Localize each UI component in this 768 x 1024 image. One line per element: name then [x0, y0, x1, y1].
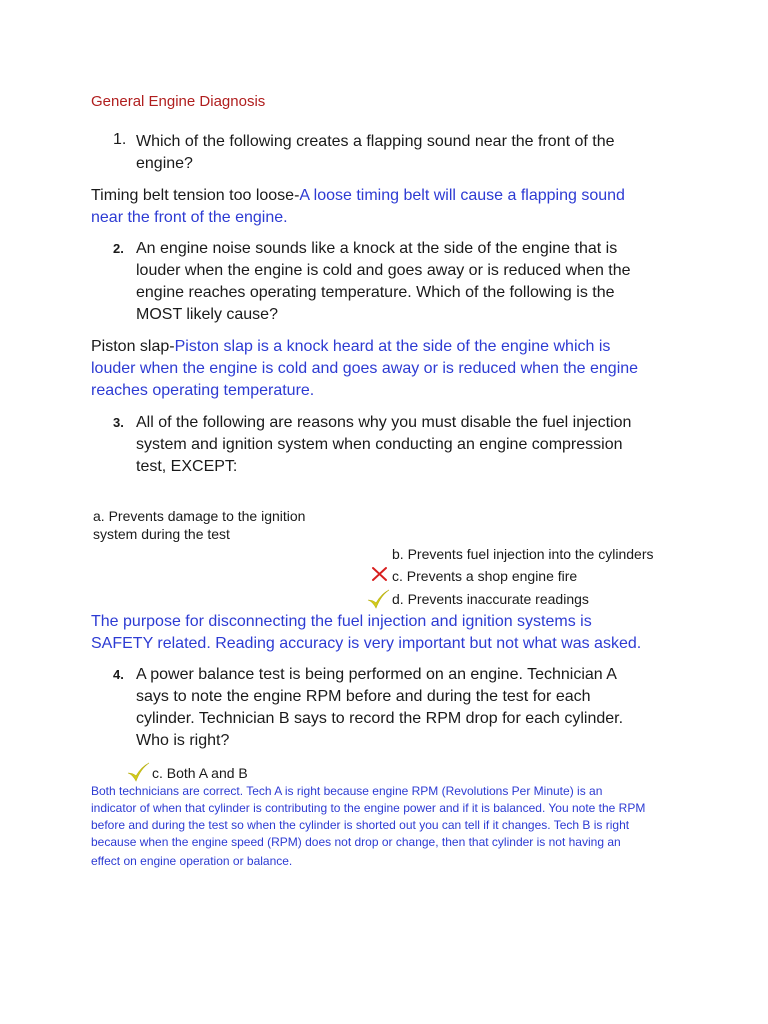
answer-4-explanation: effect on engine operation or balance. — [91, 854, 293, 868]
question-2-line: louder when the engine is cold and goes away or is reduced when the — [136, 262, 631, 279]
answer-2-explanation: reaches operating temperature. — [91, 382, 315, 399]
question-2-line: MOST likely cause? — [136, 306, 278, 323]
option-c: c. Prevents a shop engine fire — [392, 568, 578, 584]
answer-1-text: Timing belt tension too loose- — [91, 187, 300, 204]
page-title: General Engine Diagnosis — [91, 93, 266, 110]
question-4-line: says to note the engine RPM before and during the test for each — [136, 688, 591, 705]
answer-3-explanation: The purpose for disconnecting the fuel injection and ignition systems is — [91, 613, 592, 630]
answer-2-line — [91, 336, 610, 358]
option-b: b. Prevents fuel injection into the cylinders — [392, 546, 654, 562]
question-3-line: test, EXCEPT: — [136, 458, 238, 475]
question-3-number: 3. — [113, 415, 124, 430]
question-1-number: 1. — [113, 131, 127, 148]
question-3-line: All of the following are reasons why you must disable the fuel injection — [136, 414, 632, 431]
question-4-number: 4. — [113, 667, 124, 682]
answer-3-explanation: SAFETY related. Reading accuracy is very important but not what was asked. — [91, 635, 642, 652]
answer-4-explanation: because when the engine speed (RPM) does not drop or change, then that cylinder is not having an — [91, 835, 621, 849]
answer-4-explanation: indicator of when that cylinder is contributing to the engine power and if it is balanced. You note the RPM — [91, 801, 646, 815]
question-2-line: An engine noise sounds like a knock at the side of the engine that is — [136, 240, 618, 257]
answer-4-explanation: before and during the test so when the cylinder is shorted out you can tell if it changes. Tech B is right — [91, 818, 630, 832]
question-2-line: engine reaches operating temperature. Which of the following is the — [136, 284, 615, 301]
option-a: system during the test — [93, 526, 230, 542]
option-a: a. Prevents damage to the ignition — [93, 508, 306, 524]
answer-2-explanation: louder when the engine is cold and goes away or is reduced when the engine — [91, 360, 639, 377]
question-4-line: A power balance test is being performed on an engine. Technician A — [136, 666, 617, 683]
answer-1-explanation: A loose timing belt will cause a flapping sound — [299, 187, 625, 204]
answer-2-explanation: Piston slap is a knock heard at the side of the engine which is — [174, 338, 611, 355]
question-2-number: 2. — [113, 241, 124, 256]
question-4-line: Who is right? — [136, 732, 230, 749]
answer-4-choice: c. Both A and B — [152, 765, 248, 781]
question-1-line: engine? — [136, 155, 193, 172]
question-1-line: Which of the following creates a flapping sound near the front of the — [136, 133, 615, 150]
answer-1-explanation: near the front of the engine. — [91, 209, 288, 226]
question-3-line: system and ignition system when conducting an engine compression — [136, 436, 623, 453]
x-mark-icon — [371, 566, 388, 587]
question-4-line: cylinder. Technician B says to record the RPM drop for each cylinder. — [136, 710, 624, 727]
answer-1-line — [91, 185, 625, 207]
answer-4-explanation: Both technicians are correct. Tech A is right because engine RPM (Revolutions Per Minute) is an — [91, 784, 603, 798]
answer-2-text: Piston slap- — [91, 338, 175, 355]
option-d: d. Prevents inaccurate readings — [392, 591, 589, 607]
